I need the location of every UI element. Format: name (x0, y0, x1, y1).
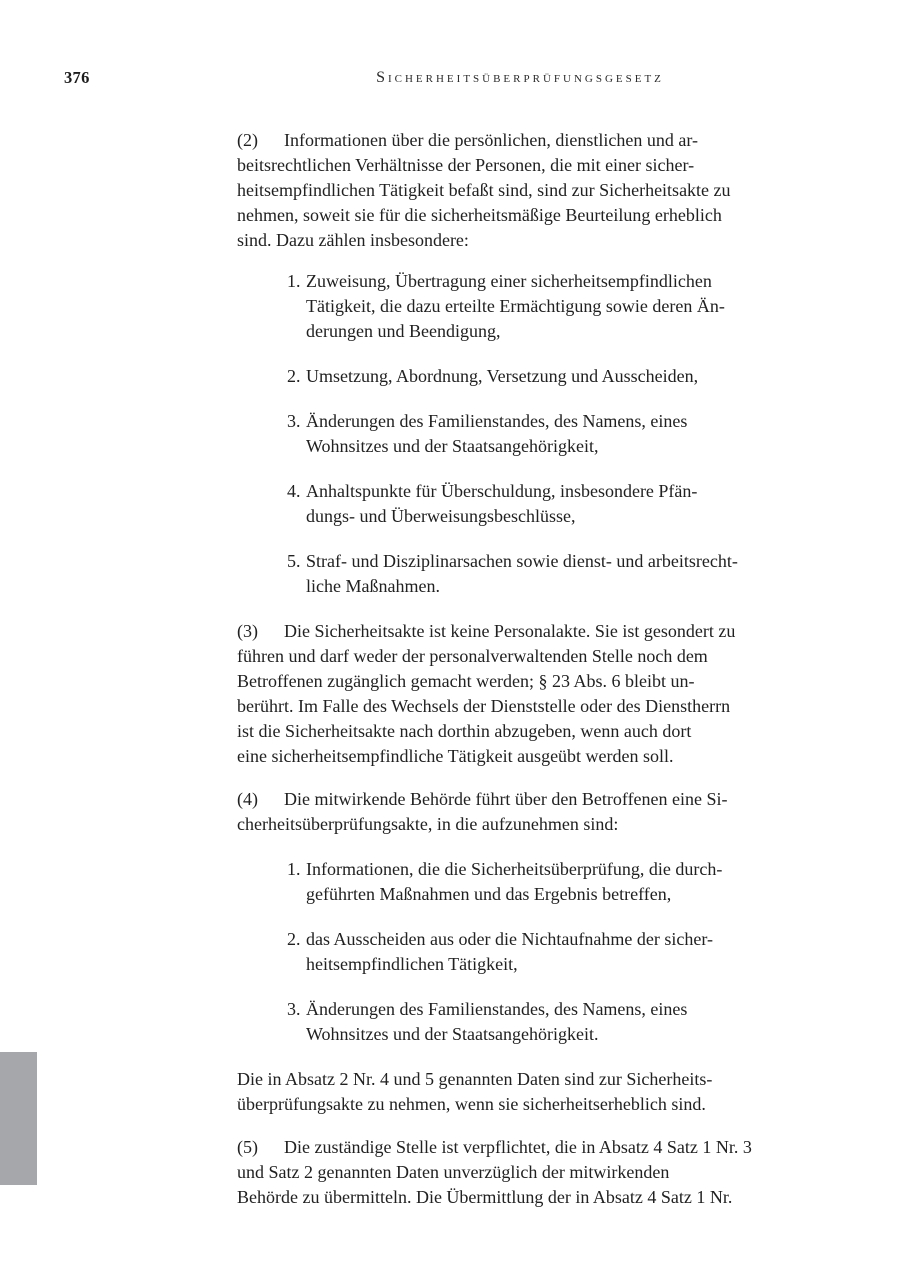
text-line: heitsempfindlichen Tätigkeit, (306, 954, 518, 974)
text-line: derungen und Beendigung, (306, 321, 501, 341)
text-line: liche Maßnahmen. (306, 576, 440, 596)
text-line (287, 364, 822, 389)
text-line: eine sicherheitsempfindliche Tätigkeit ausgeübt werden soll. (237, 746, 674, 766)
text-line: Tätigkeit, die dazu erteilte Ermächtigung sowie deren Än- (306, 296, 725, 316)
text-line (287, 857, 822, 882)
text-line: Wohnsitzes und der Staatsangehörigkeit, (306, 436, 599, 456)
text-line: Informationen über die persönlichen, dienstlichen und ar- (284, 130, 698, 150)
list-number: 5. (287, 551, 301, 571)
text-line: sind. Dazu zählen insbesondere: (237, 230, 469, 250)
text-line: führen und darf weder der personalverwaltenden Stelle noch dem (237, 646, 708, 666)
paragraph-4 (237, 787, 822, 837)
text-line (237, 1135, 822, 1160)
list-number: 1. (287, 859, 301, 879)
paragraph-marker: (4) (237, 789, 258, 809)
list-number: 3. (287, 411, 301, 431)
text-line: beitsrechtlichen Verhältnisse der Personen, die mit einer sicher- (237, 155, 695, 175)
text-line: Änderungen des Familienstandes, des Namens, eines (306, 999, 688, 1019)
text-line: Anhaltspunkte für Überschuldung, insbesondere Pfän- (306, 481, 698, 501)
page-edge-tab (0, 1052, 37, 1185)
text-line: Umsetzung, Abordnung, Versetzung und Ausscheiden, (306, 366, 699, 386)
text-line (287, 997, 822, 1022)
list-item (237, 549, 822, 599)
text-line: überprüfungsakte zu nehmen, wenn sie sicherheitserheblich sind. (237, 1094, 706, 1114)
text-line (287, 927, 822, 952)
list-item (237, 409, 822, 459)
paragraph-3 (237, 619, 822, 769)
text-line (237, 619, 822, 644)
text-line: Die zuständige Stelle ist verpflichtet, die in Absatz 4 Satz 1 Nr. 3 (284, 1137, 752, 1157)
text-line: Betroffenen zugänglich gemacht werden; § 23 Abs. 6 bleibt un- (237, 671, 695, 691)
text-line (287, 269, 822, 294)
text-line (287, 549, 822, 574)
list-item (237, 997, 822, 1047)
list-item (237, 927, 822, 977)
text-line: geführten Maßnahmen und das Ergebnis betreffen, (306, 884, 672, 904)
text-line: Die Sicherheitsakte ist keine Personalakte. Sie ist gesondert zu (284, 621, 736, 641)
text-line: und Satz 2 genannten Daten unverzüglich der mitwirkenden (237, 1162, 670, 1182)
paragraph-marker: (2) (237, 130, 258, 150)
text-line: nehmen, soweit sie für die sicherheitsmäßige Beurteilung erheblich (237, 205, 722, 225)
text-line: cherheitsüberprüfungsakte, in die aufzunehmen sind: (237, 814, 619, 834)
list-number: 1. (287, 271, 301, 291)
text-line: ist die Sicherheitsakte nach dorthin abzugeben, wenn auch dort (237, 721, 692, 741)
paragraph-marker: (3) (237, 621, 258, 641)
text-line (237, 128, 822, 153)
paragraph-4-closing (237, 1067, 822, 1117)
text-line (287, 409, 822, 434)
text-line (287, 479, 822, 504)
paragraph-2 (237, 128, 822, 253)
list-item (237, 269, 822, 344)
paragraph-marker: (5) (237, 1137, 258, 1157)
text-line: Die in Absatz 2 Nr. 4 und 5 genannten Daten sind zur Sicherheits- (237, 1069, 713, 1089)
list-number: 2. (287, 929, 301, 949)
list-number: 4. (287, 481, 301, 501)
text-line: Zuweisung, Übertragung einer sicherheitsempfindlichen (306, 271, 712, 291)
text-line (237, 787, 822, 812)
text-line: berührt. Im Falle des Wechsels der Dienststelle oder des Dienstherrn (237, 696, 731, 716)
list-item (237, 857, 822, 907)
text-line: Straf- und Disziplinarsachen sowie dienst- und arbeitsrecht- (306, 551, 738, 571)
text-line: heitsempfindlichen Tätigkeit befaßt sind, sind zur Sicherheitsakte zu (237, 180, 731, 200)
text-line: Informationen, die die Sicherheitsüberprüfung, die durch- (306, 859, 723, 879)
text-line: Die mitwirkende Behörde führt über den Betroffenen eine Si- (284, 789, 728, 809)
page-number: 376 (64, 68, 90, 87)
list-item (237, 479, 822, 529)
text-column (237, 128, 822, 1210)
paragraph-5 (237, 1135, 822, 1210)
list-number: 3. (287, 999, 301, 1019)
list-number: 2. (287, 366, 301, 386)
text-line: Wohnsitzes und der Staatsangehörigkeit. (306, 1024, 599, 1044)
text-line: das Ausscheiden aus oder die Nichtaufnahme der sicher- (306, 929, 713, 949)
running-title: Sicherheitsüberprüfungsgesetz (376, 69, 664, 86)
text-line: dungs- und Überweisungsbeschlüsse, (306, 506, 576, 526)
list-item (237, 364, 822, 389)
text-line: Behörde zu übermitteln. Die Übermittlung der in Absatz 4 Satz 1 Nr. (237, 1187, 733, 1207)
text-line: Änderungen des Familienstandes, des Namens, eines (306, 411, 688, 431)
